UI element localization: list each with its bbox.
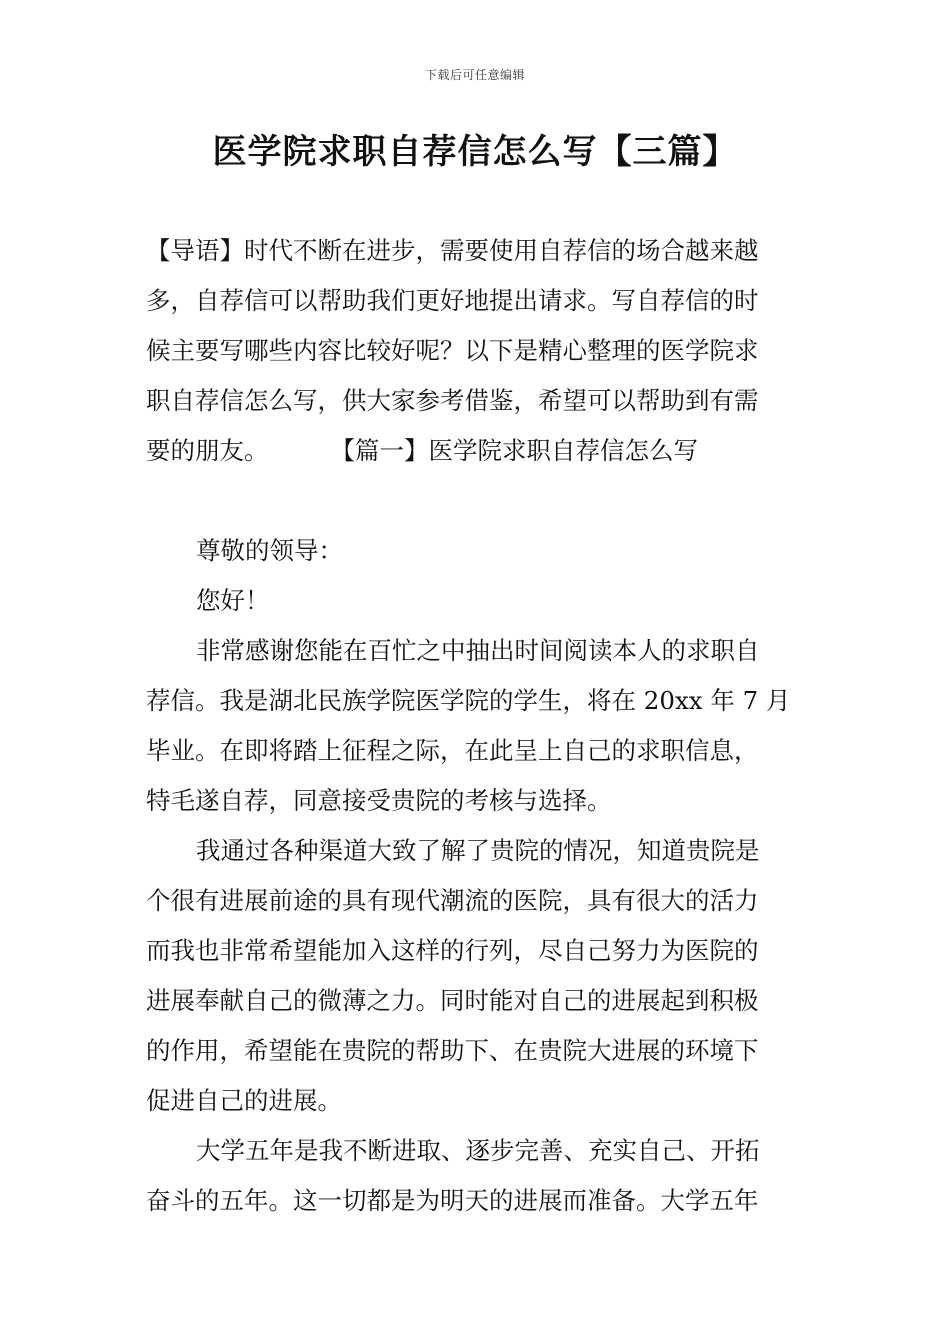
intro-line: 多，自荐信可以帮助我们更好地提出请求。写自荐信的时 <box>146 286 759 315</box>
intro-line: 候主要写哪些内容比较好呢？以下是精心整理的医学院求 <box>146 336 759 365</box>
intro-line: 职自荐信怎么写，供大家参考借鉴，希望可以帮助到有需 <box>146 386 759 415</box>
salutation: 尊敬的领导： <box>196 536 343 565</box>
paragraph-line: 非常感谢您能在百忙之中抽出时间阅读本人的求职自 <box>196 636 760 665</box>
paragraph-line: 进展奉献自己的微薄之力。同时能对自己的进展起到积极 <box>146 986 759 1015</box>
paragraph-line: 奋斗的五年。这一切都是为明天的进展而准备。大学五年 <box>146 1186 759 1215</box>
paragraph-line: 大学五年是我不断进取、逐步完善、充实自己、开拓 <box>196 1136 760 1165</box>
intro-line: 【导语】时代不断在进步，需要使用自荐信的场合越来越 <box>146 236 759 265</box>
paragraph-line: 毕业。在即将踏上征程之际，在此呈上自己的求职信息， <box>146 736 759 765</box>
paragraph-line: 我通过各种渠道大致了解了贵院的情况，知道贵院是 <box>196 836 760 865</box>
section-heading: 【篇一】医学院求职自荐信怎么写 <box>330 436 698 465</box>
paragraph-line: 个很有进展前途的具有现代潮流的医院，具有很大的活力 <box>146 886 759 915</box>
intro-last-text: 要的朋友。 <box>146 436 269 465</box>
paragraph-line: 而我也非常希望能加入这样的行列，尽自己努力为医院的 <box>146 936 759 965</box>
paragraph-line: 促进自己的进展。 <box>146 1086 342 1115</box>
document-title: 医学院求职自荐信怎么写【三篇】 <box>212 132 738 172</box>
intro-last-line <box>146 426 806 476</box>
greeting: 您好！ <box>196 586 270 615</box>
document-body <box>146 226 806 1226</box>
paragraph-line: 特毛遂自荐，同意接受贵院的考核与选择。 <box>146 786 612 815</box>
paragraph-line: 荐信。我是湖北民族学院医学院的学生，将在 20xx 年 7 月 <box>146 686 791 715</box>
header-note: 下载后可任意编辑 <box>424 68 525 82</box>
paragraph-line: 的作用，希望能在贵院的帮助下、在贵院大进展的环境下 <box>146 1036 759 1065</box>
